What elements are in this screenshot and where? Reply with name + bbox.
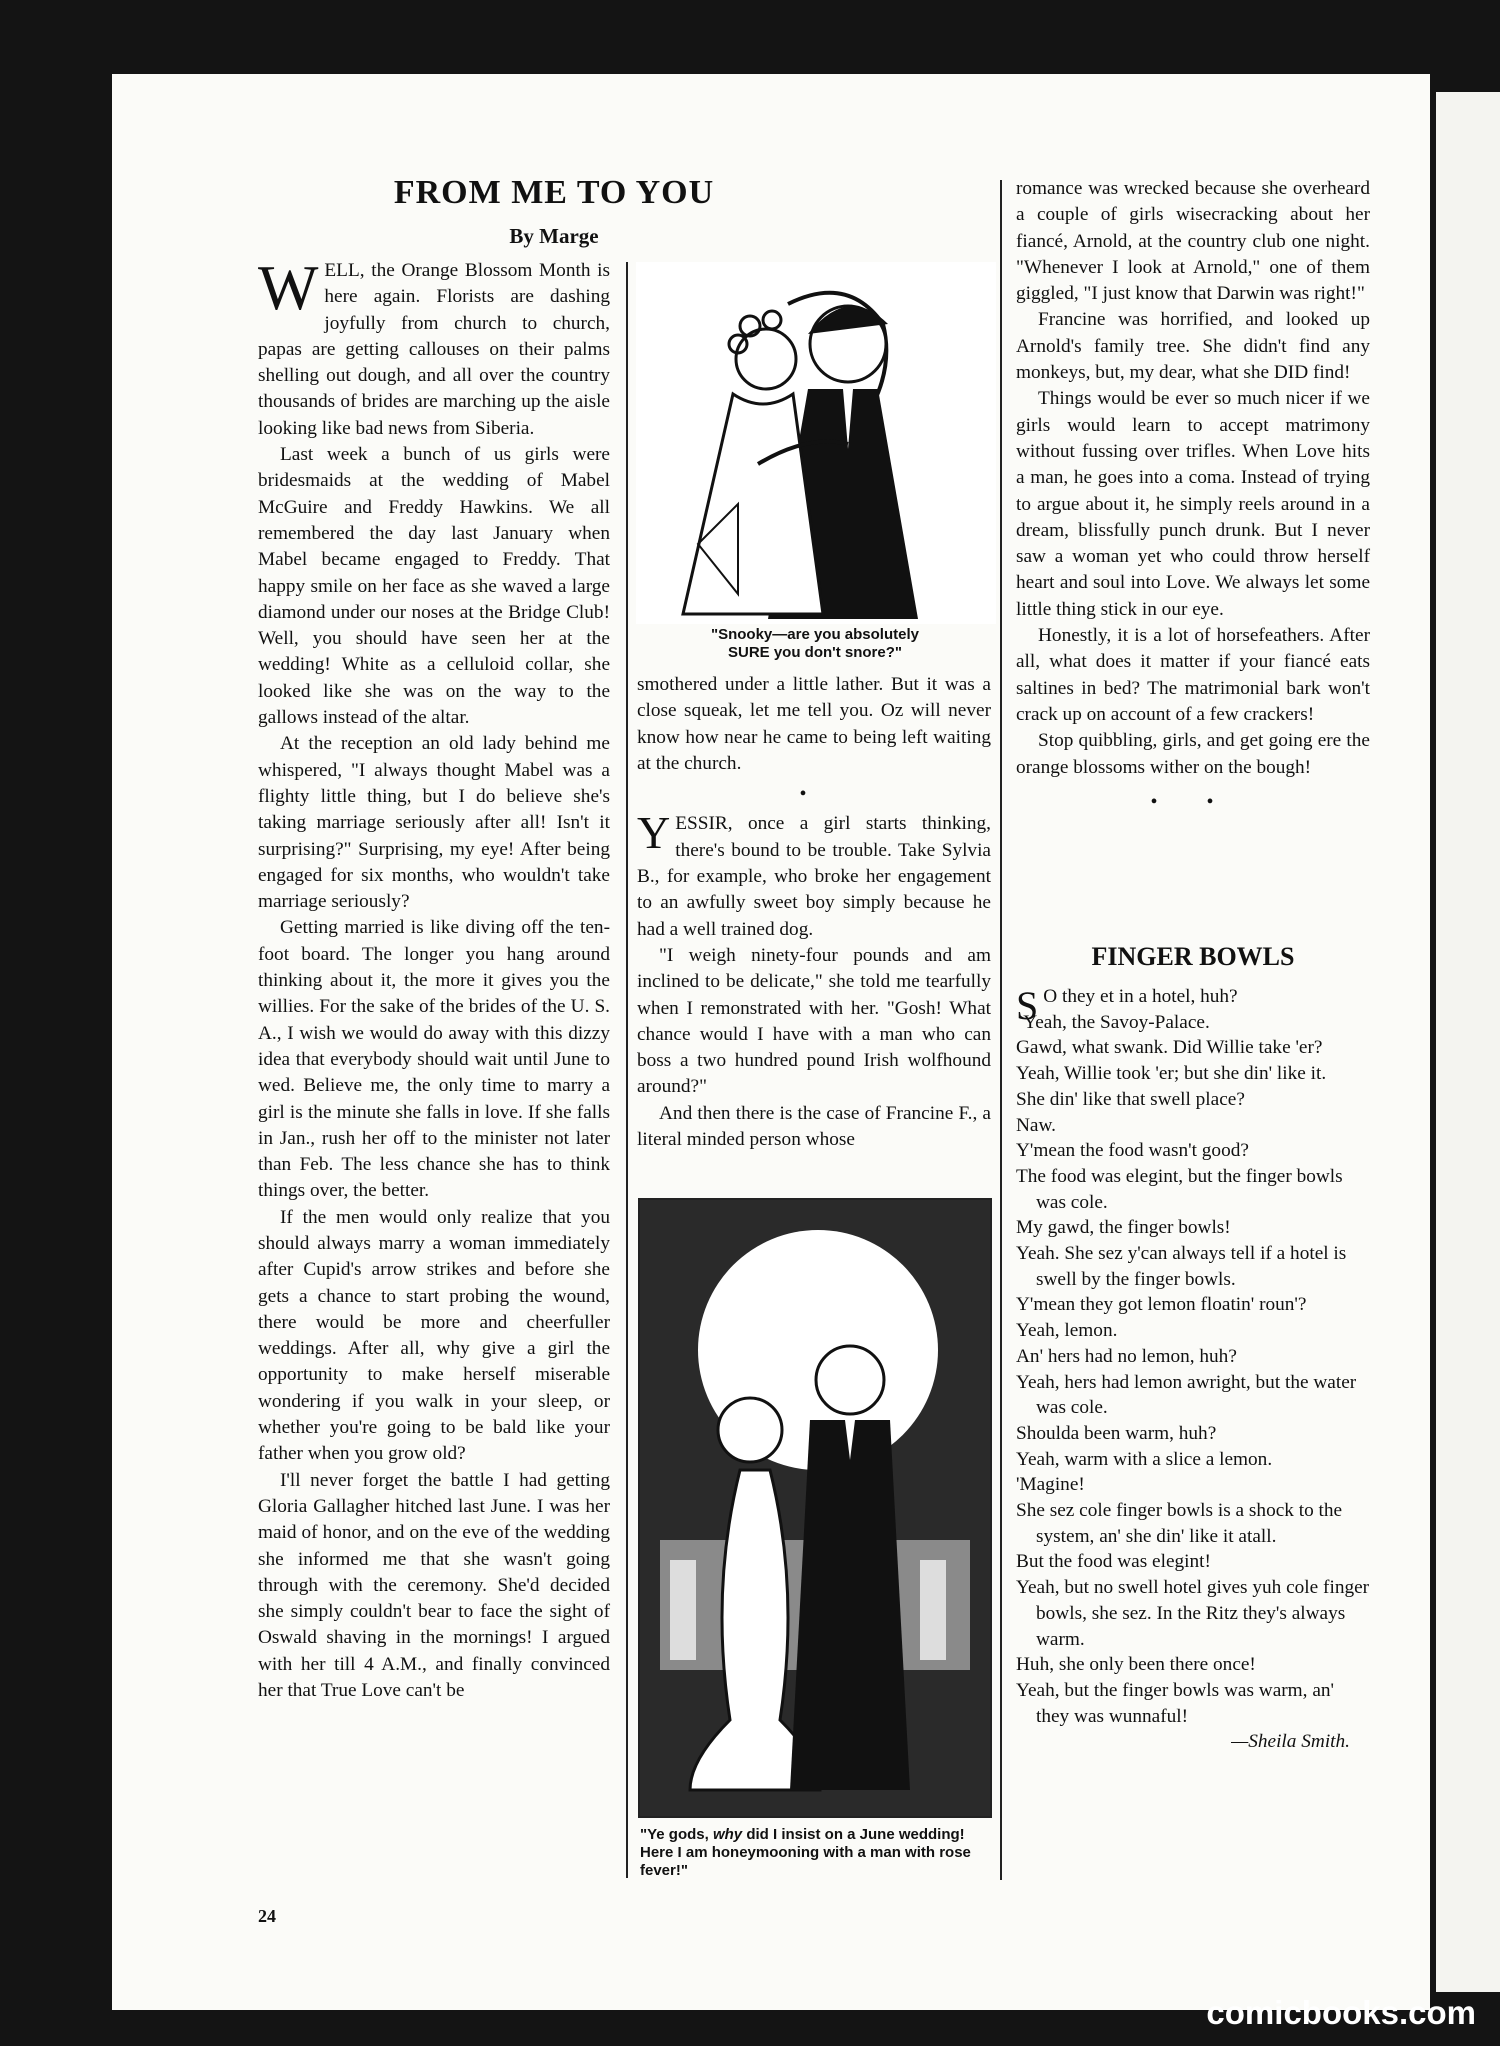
poem-body bbox=[1016, 984, 1370, 1755]
watermark: comicbooks.com bbox=[1206, 1994, 1476, 2031]
paragraph: And then there is the case of Francine F., a literal minded person whose bbox=[637, 1102, 991, 1151]
paragraph: If the men would only realize that you should always marry a woman immediately after Cupid's arrow strikes and before she gets a chance to start probing the wound, there would be more and cheerfuller weddings. After all, why give a girl the opportunity to make herself miserable wondering if you walk in your sleep, or whether you're going to be bald like your father when you grow old? bbox=[258, 1206, 610, 1465]
poem-title: FINGER BOWLS bbox=[1091, 942, 1295, 971]
paragraph: WELL, the Orange Blossom Month is here again. Florists are dashing joyfully from church to church, papas are getting callouses on their palms shelling out dough, and all over the country thousands of brides are marching up the aisle looking like bad news from Siberia. bbox=[258, 252, 610, 439]
poem-line: Yeah, lemon. bbox=[1016, 1320, 1118, 1342]
poem-line: Shoulda been warm, huh? bbox=[1016, 1422, 1217, 1444]
poem-line: Yeah, but the finger bowls was warm, an' they was wunnaful! bbox=[1016, 1679, 1334, 1727]
paragraph: romance was wrecked because she overheard a couple of girls wisecracking about her fiancé, Arnold, at the country club one night. "Whenever I look at Arnold," one of them giggled, "I just know that Darwin was right!" bbox=[1016, 178, 1370, 305]
section-separator: • bbox=[799, 783, 829, 806]
cartoon-couple-illustration bbox=[636, 262, 996, 624]
paragraph: Francine was horrified, and looked up Arnold's family tree. She didn't find any monkeys, but, my dear, what she DID find! bbox=[1016, 309, 1370, 384]
page-number: 24 bbox=[258, 1906, 276, 1926]
paragraph: Stop quibbling, girls, and get going ere the orange blossoms wither on the bough! bbox=[1016, 730, 1370, 778]
column-2 bbox=[637, 672, 991, 1153]
poem-line: Y'mean the food wasn't good? bbox=[1016, 1140, 1249, 1162]
paragraph: Getting married is like diving off the ten-foot board. The longer you hang around thinking about it, the more it gives you the willies. For the sake of the brides of the U. S. A., I wish we would do away with this dizzy idea that everybody should wait until June to wed. Believe me, the only time to marry a girl is the minute she falls in love. If she falls in Jan., rush her off to the minister not later than Feb. The less chance she has to think things over, the better. bbox=[258, 917, 610, 1202]
paragraph: "I weigh ninety-four pounds and am inclined to be delicate," she told me tearfully when I remonstrated with her. "Gosh! What chance would I have with a man who can boss a two hundred pound Irish wolfhound around?" bbox=[637, 944, 991, 1098]
section-separator: • • bbox=[1150, 790, 1236, 813]
poem-line: Yeah, the Savoy-Palace. bbox=[1023, 1011, 1210, 1033]
poem-line: Yeah, but no swell hotel gives yuh cole finger bowls, she sez. In the Ritz they's always warm. bbox=[1016, 1577, 1370, 1650]
cartoon-couple-drawing bbox=[638, 264, 994, 622]
poem-line: The food was elegint, but the finger bowls was cole. bbox=[1016, 1165, 1343, 1213]
poem-line: An' hers had no lemon, huh? bbox=[1016, 1345, 1237, 1367]
cartoon-1-caption: "Snooky—are you absolutely SURE you don't snore?" bbox=[710, 626, 919, 661]
column-3 bbox=[1016, 176, 1370, 819]
poem-line: My gawd, the finger bowls! bbox=[1016, 1217, 1231, 1239]
column-1 bbox=[258, 252, 610, 1704]
column-rule bbox=[626, 262, 628, 1878]
paragraph: smothered under a little lather. But it was a close squeak, let me tell you. Oz will never know how near he came to being left waiting at the church. bbox=[637, 674, 991, 774]
paragraph: At the reception an old lady behind me whispered, "I always thought Mabel was a flighty little thing, but I do believe she's taking marriage seriously after all! Isn't it surprising?" Surprising, my eye! After being engaged for six months, who wouldn't take marriage seriously? bbox=[258, 733, 610, 913]
poem-line: Huh, she only been there once! bbox=[1016, 1654, 1256, 1676]
poem-line: Yeah, hers had lemon awright, but the water was cole. bbox=[1016, 1371, 1357, 1419]
cartoon-honeymoon-drawing bbox=[640, 1200, 990, 1816]
cartoon-honeymoon-illustration bbox=[638, 1198, 992, 1818]
poem-line: But the food was elegint! bbox=[1016, 1551, 1211, 1573]
paragraph: YESSIR, once a girl starts thinking, there's bound to be trouble. Take Sylvia B., for example, who broke her engagement to an awfully sweet boy simply because he had a well trained dog. bbox=[637, 807, 991, 940]
poem-line: Yeah, Willie took 'er; but she din' like it. bbox=[1016, 1063, 1327, 1085]
paragraph: I'll never forget the battle I had getting Gloria Gallagher hitched last June. I was her maid of honor, and on the eve of the wedding she informed me that she wasn't going through with the ceremony. She'd decided she simply couldn't bear to face the sight of Oswald shaving in the mornings! I argued with her till 4 A.M., and finally convinced her that True Love can't be bbox=[258, 1469, 610, 1702]
poem-line: Y'mean they got lemon floatin' roun'? bbox=[1016, 1294, 1307, 1316]
drop-cap: S bbox=[1016, 983, 1039, 1028]
poem-line: Yeah, warm with a slice a lemon. bbox=[1016, 1448, 1273, 1470]
facing-page-edge bbox=[1436, 92, 1500, 1992]
poem-line: S O they et in a hotel, huh? bbox=[1016, 983, 1238, 1028]
poem-line: Naw. bbox=[1016, 1114, 1056, 1136]
poem-signature: —Sheila Smith. bbox=[1231, 1731, 1350, 1753]
drop-cap: Y bbox=[637, 807, 671, 859]
poem-line: She din' like that swell place? bbox=[1016, 1088, 1245, 1110]
poem-line: Yeah. She sez y'can always tell if a hotel is swell by the finger bowls. bbox=[1016, 1243, 1347, 1290]
poem-line: Gawd, what swank. Did Willie take 'er? bbox=[1016, 1037, 1323, 1059]
poem-line: She sez cole finger bowls is a shock to the system, an' she din' like it atall. bbox=[1016, 1500, 1343, 1547]
poem-line: 'Magine! bbox=[1016, 1474, 1085, 1496]
column-rule bbox=[1000, 180, 1002, 1880]
drop-cap: W bbox=[258, 252, 319, 323]
paragraph: Things would be ever so much nicer if we girls would learn to accept matrimony without fussing over trifles. When Love hits a man, he goes into a coma. Instead of trying to argue about it, he simply reels around in a dream, blissfully punch drunk. But I never saw a woman yet who could throw herself heart and soul into Love. We always let some little thing stick in our eye. bbox=[1016, 388, 1370, 620]
paragraph: Honestly, it is a lot of horsefeathers. After all, what does it matter if your fiancé eats saltines in bed? The matrimonial bark won't crack up on account of a few crackers! bbox=[1016, 625, 1370, 725]
article-title: FROM ME TO YOU bbox=[393, 174, 715, 211]
paragraph: Last week a bunch of us girls were bridesmaids at the wedding of Mabel McGuire and Freddy Hawkins. We all remembered the day last January when Mabel became engaged to Freddy. That happy smile on her face as she waved a large diamond under our noses at the Bridge Club! Well, you should have seen her at the wedding! White as a celluloid collar, she looked like she was on the way to the gallows instead of the altar. bbox=[258, 444, 610, 729]
cartoon-2-caption: "Ye gods, why did I insist on a June wedding! Here I am honeymooning with a man with rose fever!" bbox=[640, 1826, 971, 1879]
article-byline: By Marge bbox=[509, 224, 599, 248]
